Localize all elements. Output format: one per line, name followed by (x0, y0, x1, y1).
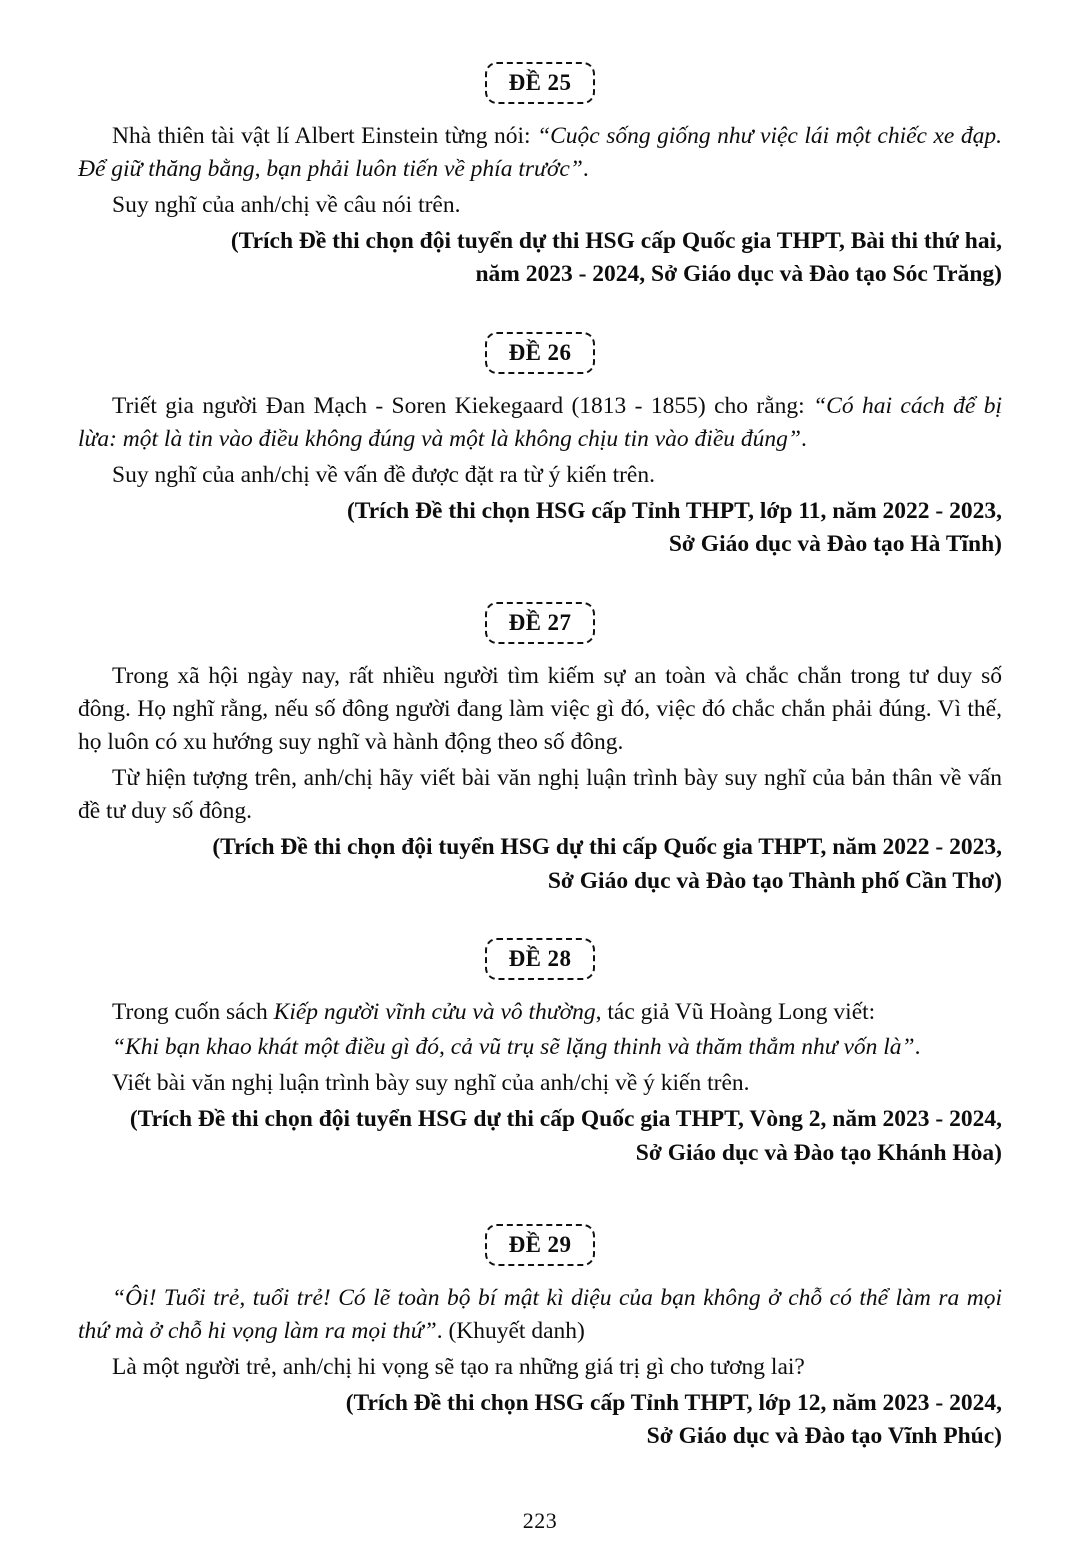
body-text: Suy nghĩ của anh/chị về câu nói trên. (112, 191, 461, 218)
body-text: . (Khuyết danh) (436, 1318, 585, 1345)
exercise-section (78, 1224, 1002, 1454)
exercise-source (78, 1103, 1002, 1170)
exercise-source (78, 225, 1002, 292)
section-spacer (78, 1184, 1002, 1224)
exercise-source (78, 831, 1002, 898)
body-text: . (800, 426, 807, 453)
section-spacer (78, 576, 1002, 602)
exercise-badge: ĐỀ 28 (485, 938, 596, 980)
quoted-text: “Ôi! Tuổi trẻ, tuổi trẻ! Có lẽ toàn bộ bí mật kì diệu của bạn không ở chỗ có thể làm ra mọi thứ mà ở chỗ hi vọng làm ra mọi thứ” (78, 1284, 1002, 1345)
body-text: Triết gia người Đan Mạch - Soren Kiekegaard (1813 - 1855) cho rằng: (112, 392, 814, 419)
body-text: Trong xã hội ngày nay, rất nhiều người tìm kiếm sự an toàn và chắc chắn trong tư duy số đông. Họ nghĩ rằng, nếu số đông người đang làm việc gì đó, việc đó chắc chắn phải đúng. Vì thế, họ luôn có xu hướng suy nghĩ và hành động theo số đông. (78, 662, 1002, 756)
body-text: . (914, 1034, 921, 1061)
exercise-section (78, 602, 1002, 899)
exercise-source (78, 1387, 1002, 1454)
body-text: , tác giả Vũ Hoàng Long viết: (595, 999, 876, 1026)
exercise-paragraph (78, 1031, 1002, 1064)
section-spacer (78, 912, 1002, 938)
body-text: Là một người trẻ, anh/chị hi vọng sẽ tạo ra những giá trị gì cho tương lai? (112, 1353, 805, 1380)
exercise-source-line: năm 2023 - 2024, Sở Giáo dục và Đào tạo Sóc Trăng) (475, 261, 1002, 288)
exercise-badge-wrapper (78, 62, 1002, 104)
body-text: Nhà thiên tài vật lí Albert Einstein từng nói: (112, 123, 538, 149)
exercise-badge: ĐỀ 25 (485, 62, 596, 104)
exercise-badge-wrapper (78, 938, 1002, 980)
exercise-badge-wrapper (78, 332, 1002, 374)
exercise-paragraph (78, 1282, 1002, 1349)
exercise-paragraph (78, 996, 1002, 1029)
section-spacer (78, 306, 1002, 332)
quoted-text: Kiếp người vĩnh cửu và vô thường (273, 999, 596, 1026)
body-text: Từ hiện tượng trên, anh/chị hãy viết bài văn nghị luận trình bày suy nghĩ của bản thân về vấn đề tư duy số đông. (78, 764, 1002, 825)
exercise-paragraph (78, 660, 1002, 760)
exercise-badge: ĐỀ 29 (485, 1224, 596, 1266)
exercise-source-line: (Trích Đề thi chọn đội tuyển HSG dự thi cấp Quốc gia THPT, Vòng 2, năm 2023 - 2024, (129, 1106, 1002, 1133)
exercise-paragraph (78, 189, 1002, 222)
exercise-sections (78, 62, 1002, 1454)
quoted-text: “Có hai cách để bị lừa: một là tin vào điều không đúng và một là không chịu tin vào điều đúng” (78, 392, 1003, 453)
exercise-section (78, 62, 1002, 292)
quoted-text: “Cuộc sống giống như việc lái một chiếc xe đạp. Để giữ thăng bằng, bạn phải luôn tiến về phía trước” (78, 123, 1002, 183)
exercise-badge-wrapper (78, 1224, 1002, 1266)
exercise-paragraph (78, 459, 1002, 492)
body-text: Trong cuốn sách (112, 999, 274, 1026)
exercise-badge-wrapper (78, 602, 1002, 644)
exercise-paragraph (78, 390, 1002, 457)
exercise-source-line: Sở Giáo dục và Đào tạo Khánh Hòa) (635, 1139, 1002, 1166)
body-text: . (582, 156, 589, 183)
exercise-source-line: Sở Giáo dục và Đào tạo Vĩnh Phúc) (646, 1423, 1002, 1450)
exercise-source-line: (Trích Đề thi chọn đội tuyển HSG dự thi cấp Quốc gia THPT, năm 2022 - 2023, (212, 834, 1002, 861)
exercise-paragraph (78, 1067, 1002, 1100)
exercise-source-line: (Trích Đề thi chọn HSG cấp Tỉnh THPT, lớp 11, năm 2022 - 2023, (346, 497, 1002, 524)
exercise-badge: ĐỀ 26 (485, 332, 596, 374)
exercise-section (78, 332, 1002, 562)
exercise-badge: ĐỀ 27 (485, 602, 596, 644)
exercise-paragraph (78, 1351, 1002, 1384)
exercise-source (78, 495, 1002, 562)
page-number: 223 (522, 1507, 558, 1533)
exercise-source-line: (Trích Đề thi chọn HSG cấp Tỉnh THPT, lớp 12, năm 2023 - 2024, (345, 1389, 1002, 1416)
body-text: Viết bài văn nghị luận trình bày suy nghĩ của anh/chị về ý kiến trên. (112, 1069, 750, 1096)
exercise-source-line: Sở Giáo dục và Đào tạo Hà Tĩnh) (668, 531, 1002, 558)
exercise-source-line: Sở Giáo dục và Đào tạo Thành phố Cần Thơ) (547, 867, 1002, 894)
quoted-text: “Khi bạn khao khát một điều gì đó, cả vũ trụ sẽ lặng thinh và thăm thẳm như vốn là” (112, 1034, 915, 1061)
exercise-paragraph (78, 762, 1002, 829)
exercise-paragraph (78, 120, 1002, 187)
exercise-source-line: (Trích Đề thi chọn đội tuyển dự thi HSG cấp Quốc gia THPT, Bài thi thứ hai, (230, 228, 1002, 255)
body-text: Suy nghĩ của anh/chị về vấn đề được đặt ra từ ý kiến trên. (112, 461, 655, 488)
exercise-section (78, 938, 1002, 1170)
